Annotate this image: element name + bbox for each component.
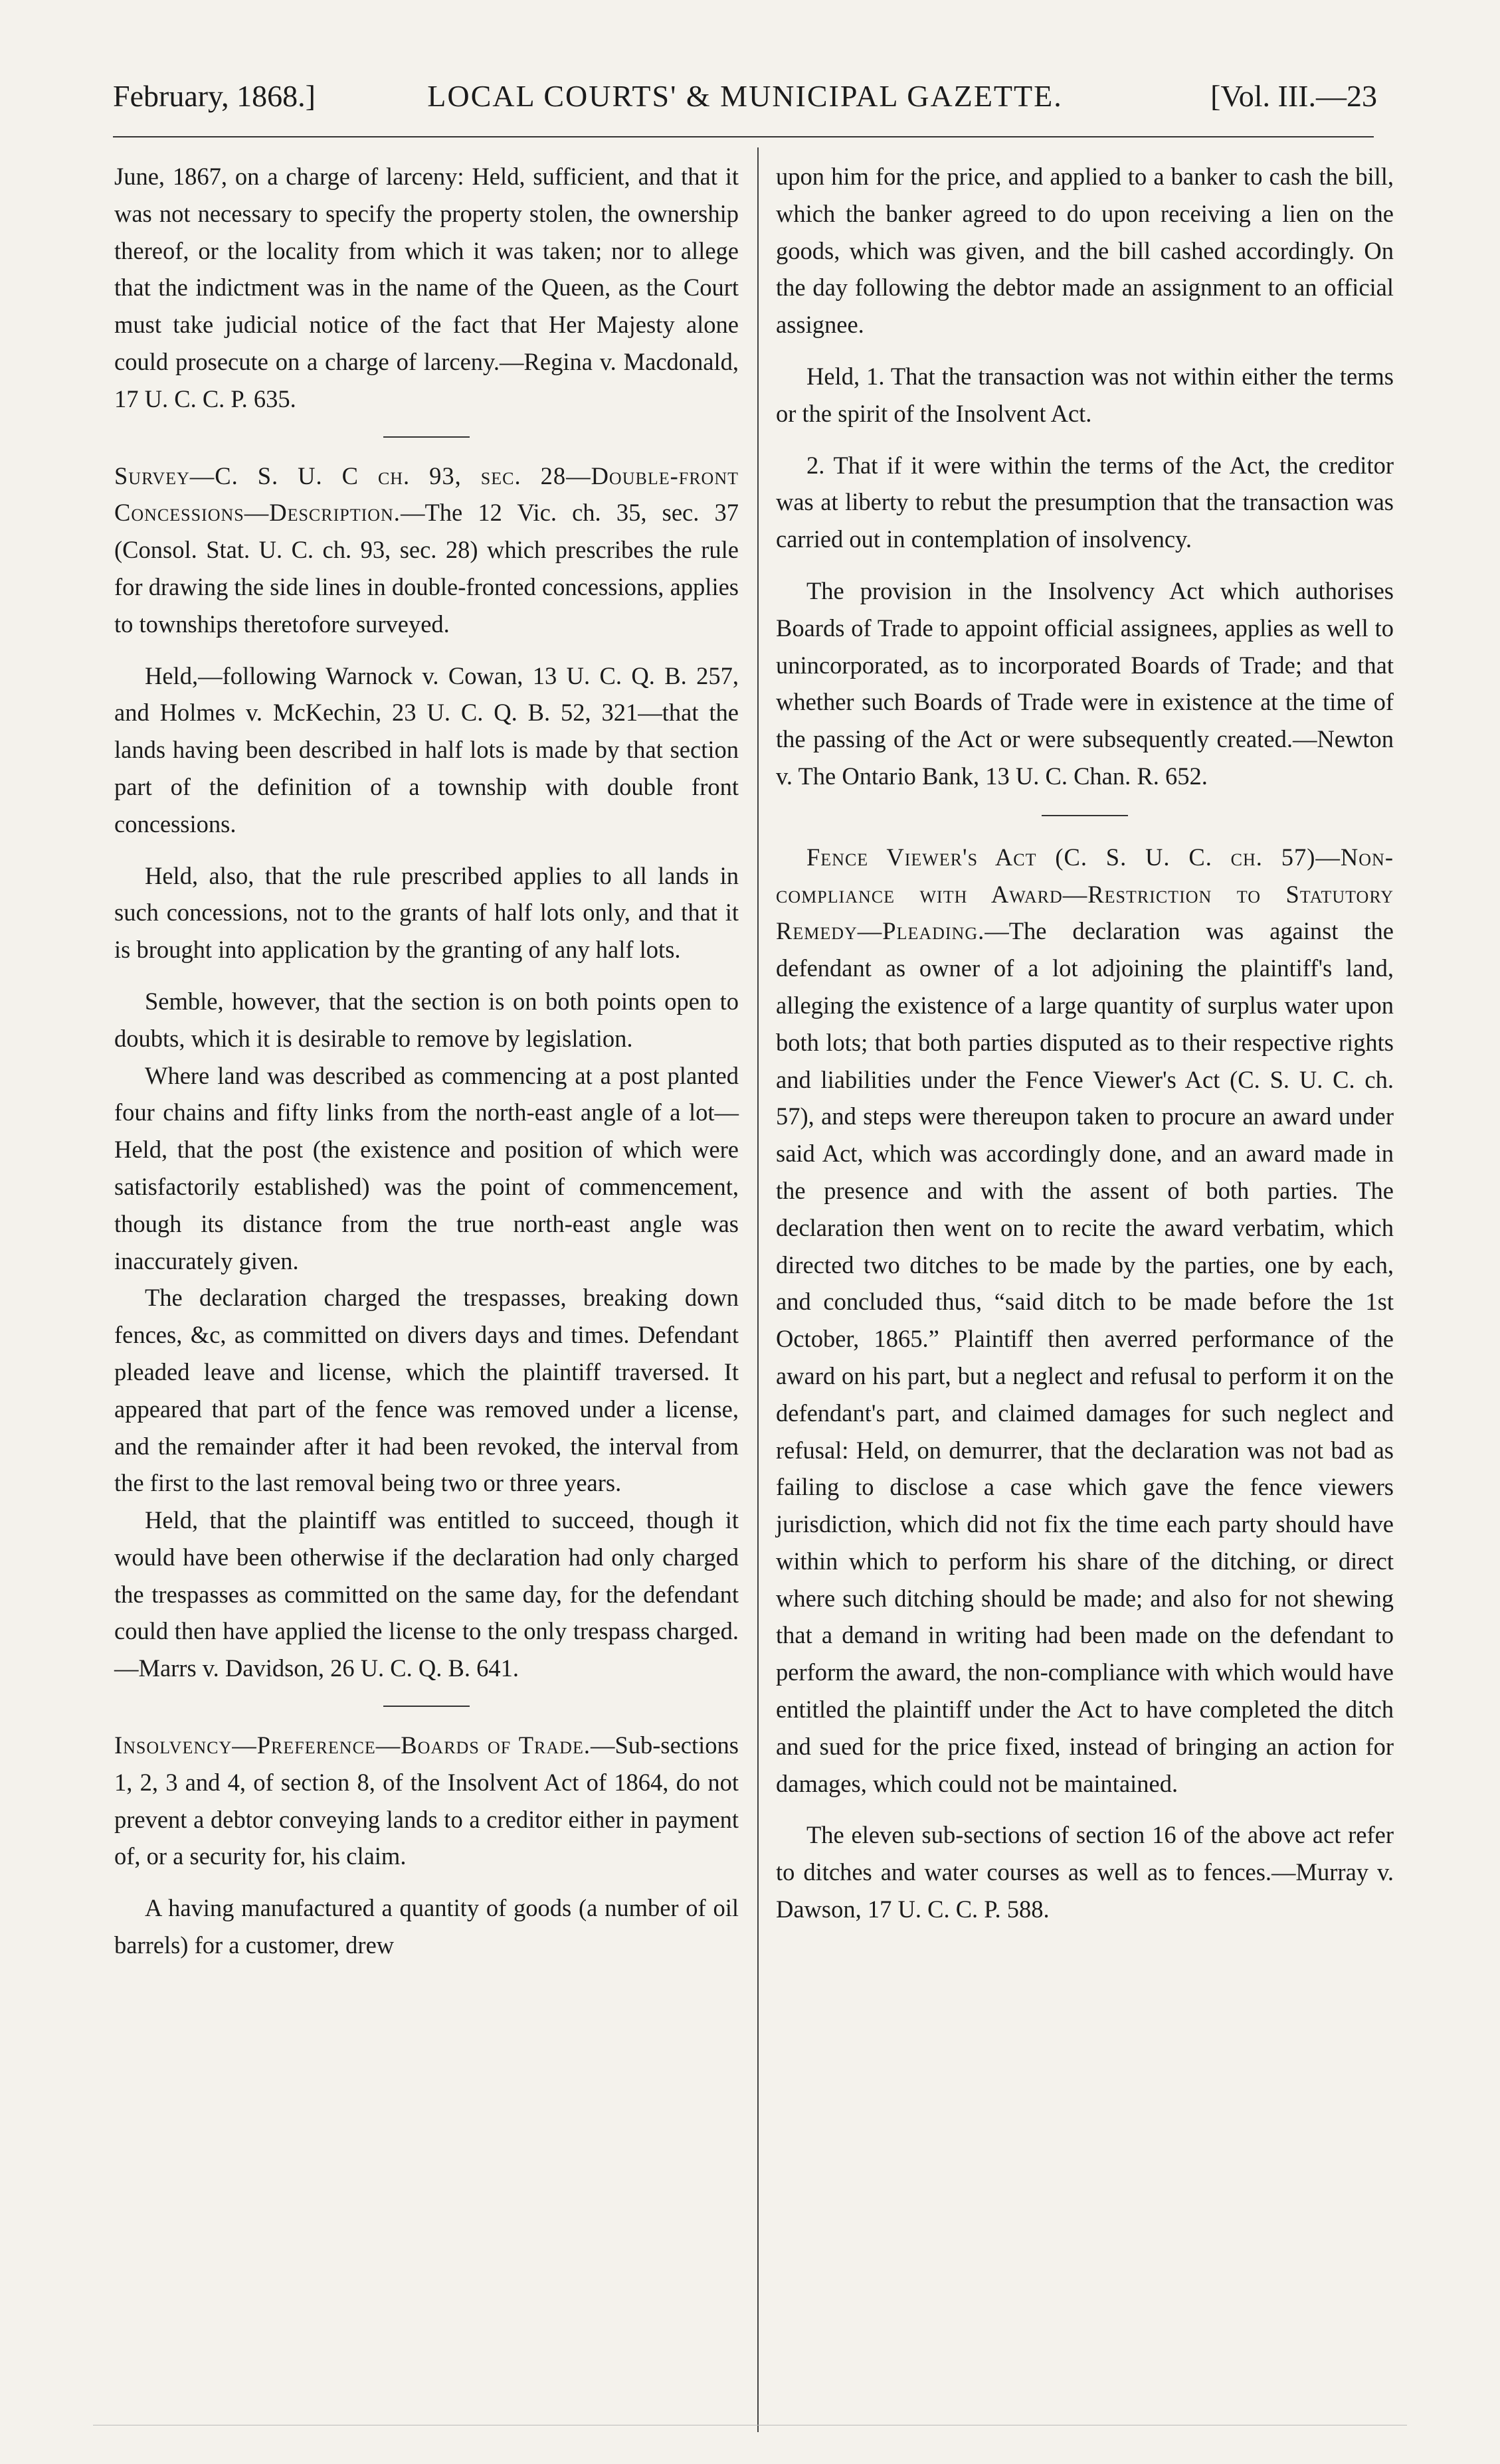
case-text: —The 12 Vic. ch. 35, sec. 37 (Consol. Stat. U. C. ch. 93, sec. 28) which prescribes the rule for drawing the side lines in double-fronted concessions, applies to townships theretofore surveyed. [114, 499, 739, 638]
header-rule [113, 136, 1374, 137]
paragraph: The eleven sub-sections of section 16 of the above act refer to ditches and water courses as well as to fences.—Murray v. Dawson, 17 U. C. C. P. 588. [776, 1821, 1394, 1923]
header-volume: [Vol. III.—23 [1210, 79, 1377, 113]
case-paragraph [114, 1727, 739, 1875]
case-text: —The declaration was against the defendant as owner of a lot adjoining the plaintiff's land, alleging the existence of a large quantity of surplus water upon both lots; that both parties disputed as to their respective rights and liabilities under the Fence Viewer's Act (C. S. U. C. ch. 57), and steps were thereupon taken to procure an award under said Act, which was accordingly done, and an award made in the presence and with the assent of both parties. The declaration then went on to recite the award verbatim, which directed two ditches to be made by the parties, one by each, and concluded thus, “said ditch to be made before the 1st October, 1865.” Plaintiff then averred performance of the award on his part, but a neglect and refusal to perform it on the defendant's part, and claimed damages for such neglect and refusal: Held, on demurrer, that the declaration was not bad as failing to disclose a case which gave the fence viewers jurisdiction, which did not fix the time each party should have within which to perform his share of the ditching, or direct where such ditching should be made; and also for not shewing that a demand in writing had been made on the defendant to perform the award, the non-compliance with which would have entitled the plaintiff under the Act to have completed the ditch and sued for the price fixed, instead of bringing an action for damages, which could not be maintained. [776, 917, 1394, 1797]
case-paragraph [114, 458, 739, 643]
section-rule [383, 436, 470, 438]
paragraph: upon him for the price, and applied to a banker to cash the bill, which the banker agreed to do upon receiving a lien on the goods, which was given, and the bill cashed accordingly. On the day following the debtor made an assignment to an official assignee. [776, 163, 1394, 339]
case-heading: Survey—C. S. U. C ch. 93, sec. 28—Double-front Concessions—Description. [114, 462, 739, 527]
paragraph: June, 1867, on a charge of larceny: Held, sufficient, and that it was not necessary to specify the property stolen, the ownership thereof, or the locality from which it was taken; nor to allege that the indictment was in the name of the Queen, as the Court must take judicial notice of the fact that Her Majesty alone could prosecute on a charge of larceny.—Regina v. Macdonald, 17 U. C. C. P. 635. [114, 163, 739, 412]
paragraph: The provision in the Insolvency Act which authorises Boards of Trade to appoint official assignees, applies as well to unincorporated, as to incorporated Boards of Trade; and that whether such Boards of Trade were in existence at the time of the passing of the Act or were subsequently created.—Newton v. The Ontario Bank, 13 U. C. Chan. R. 652. [776, 576, 1394, 790]
running-header [113, 78, 1377, 125]
section-rule [1042, 815, 1128, 816]
case-heading: Fence Viewer's Act (C. S. U. C. ch. 57)—Non-compliance with Award—Restriction to Statutory Remedy—Pleading. [776, 843, 1394, 945]
paragraph: Where land was described as commencing at a post planted four chains and fifty links from the north-east angle of a lot—Held, that the post (the existence and position of which were satisfactorily established) was the point of commencement, though its distance from the true north-east angle was inaccurately given. [114, 1061, 739, 1275]
paragraph: Held, that the plaintiff was entitled to succeed, though it would have been otherwise if the declaration had only charged the trespasses as committed on the same day, for the defendant could then have applied the license to the only trespass charged.—Marrs v. Davidson, 26 U. C. Q. B. 641. [114, 1506, 739, 1682]
paragraph: Held, also, that the rule prescribed applies to all lands in such concessions, not to the grants of half lots only, and that it is brought into application by the granting of any half lots. [114, 861, 739, 964]
left-column [114, 158, 739, 1964]
section-rule [383, 1706, 470, 1707]
case-heading: Insolvency—Preference—Boards of Trade. [114, 1731, 591, 1759]
paragraph: A having manufactured a quantity of goods (a number of oil barrels) for a customer, drew [114, 1894, 739, 1959]
header-title: LOCAL COURTS' & MUNICIPAL GAZETTE. [427, 79, 1063, 113]
paragraph: The declaration charged the trespasses, breaking down fences, &c, as committed on divers days and times. Defendant pleaded leave and license, which the plaintiff traversed. It appeared that part of the fence was removed under a license, and the remainder after it had been revoked, the interval from the first to the last removal being two or three years. [114, 1284, 739, 1497]
case-paragraph [776, 839, 1394, 1803]
paragraph: 2. That if it were within the terms of the Act, the creditor was at liberty to rebut the presumption that the transaction was carried out in contemplation of insolvency. [776, 451, 1394, 553]
header-date: February, 1868.] [113, 79, 316, 113]
paragraph: Held,—following Warnock v. Cowan, 13 U. C. Q. B. 257, and Holmes v. McKechin, 23 U. C. Q. B. 52, 321—that the lands having been described in half lots is made by that section part of the definition of a township with double front concessions. [114, 661, 739, 837]
right-column [776, 158, 1394, 1928]
paragraph: Semble, however, that the section is on both points open to doubts, which it is desirable to remove by legislation. [114, 987, 739, 1052]
column-divider [757, 147, 759, 2432]
paragraph: Held, 1. That the transaction was not within either the terms or the spirit of the Insolvent Act. [776, 362, 1394, 427]
case-text: —Sub-sections 1, 2, 3 and 4, of section 8, of the Insolvent Act of 1864, do not prevent a debtor conveying lands to a creditor either in payment of, or a security for, his claim. [114, 1731, 739, 1870]
